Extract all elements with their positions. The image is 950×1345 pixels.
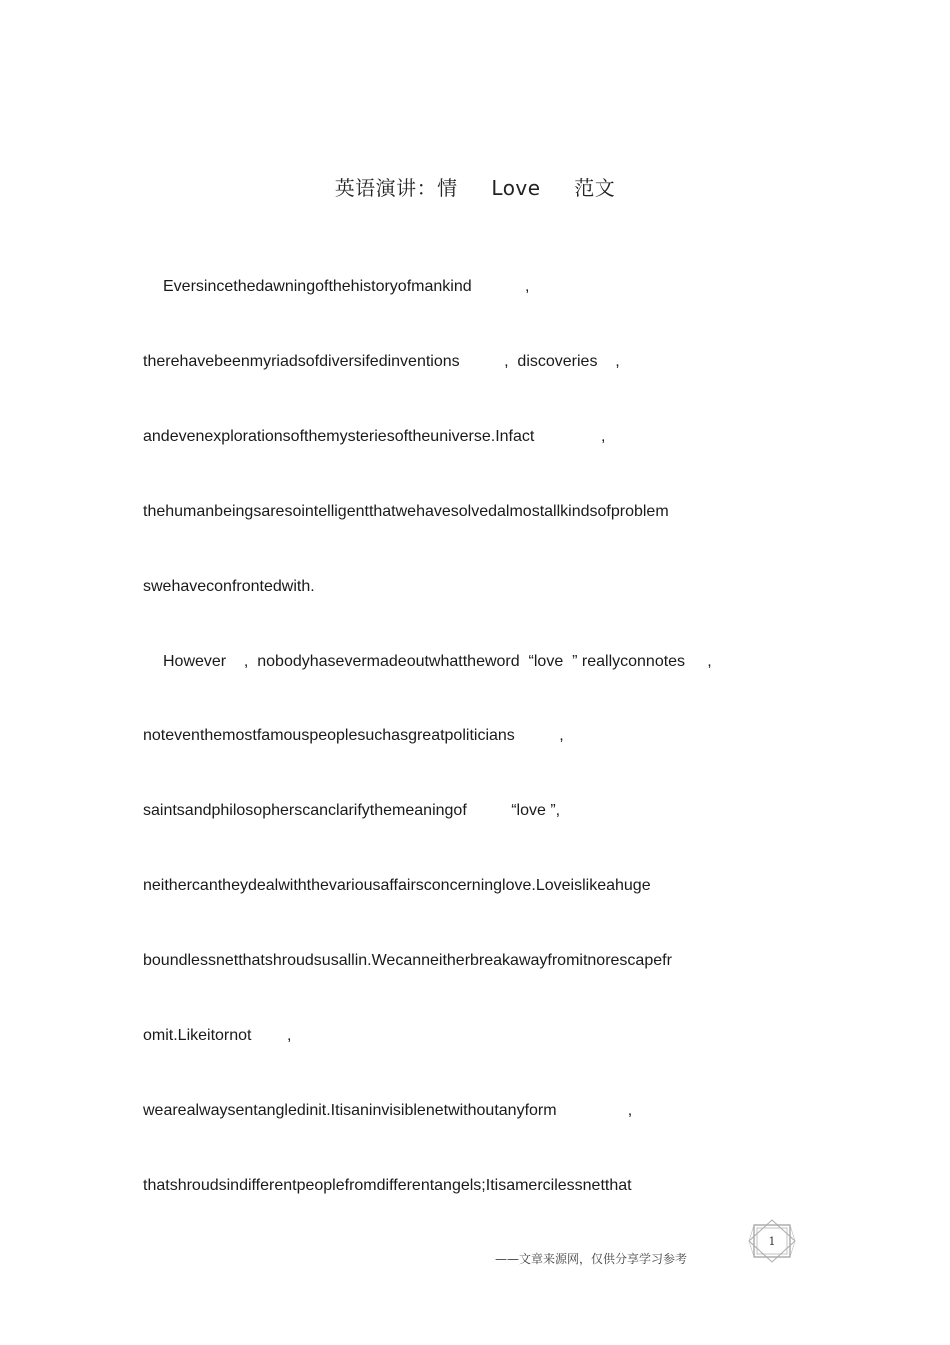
text-line: noteventhemostfamouspeoplesuchasgreatpoliticians , <box>143 727 564 744</box>
text-line: wearealwaysentangledinit.Itisaninvisiblenetwithoutanyform , <box>143 1102 633 1119</box>
text-line: therehavebeenmyriadsofdiversifedinventions , discoveries , <box>143 353 620 370</box>
text-line: saintsandphilosopherscanclarifythemeaningof “love ”, <box>143 802 561 819</box>
text-line: neithercantheydealwiththevariousaffairsconcerninglove.Loveislikeahuge <box>143 877 651 894</box>
footer-note: ——文章来源网，仅供分享学习参考 <box>495 1252 688 1266</box>
text-line: andevenexplorationsofthemysteriesoftheuniverse.Infact , <box>143 428 606 445</box>
text-line: Eversincethedawningofthehistoryofmankind , <box>163 278 530 295</box>
text-line: thatshroudsindifferentpeoplefromdifferentangels;Itisamercilessnetthat <box>143 1177 632 1194</box>
text-line: thehumanbeingsaresointelligentthatwehavesolvedalmostallkindsofproblem <box>143 503 669 520</box>
page-number: 1 <box>768 1235 776 1248</box>
text-line: swehaveconfrontedwith. <box>143 578 315 595</box>
text-line: omit.Likeitornot , <box>143 1027 292 1044</box>
text-line: boundlessnetthatshroudsusallin.Wecanneitherbreakawayfromitnorescapefr <box>143 952 672 969</box>
text-line: However , nobodyhasevermadeoutwhattheword “love ” reallyconnotes , <box>163 653 712 670</box>
document-title: 英语演讲：情 Love 范文 <box>334 176 616 200</box>
page-number-badge <box>748 1219 796 1263</box>
